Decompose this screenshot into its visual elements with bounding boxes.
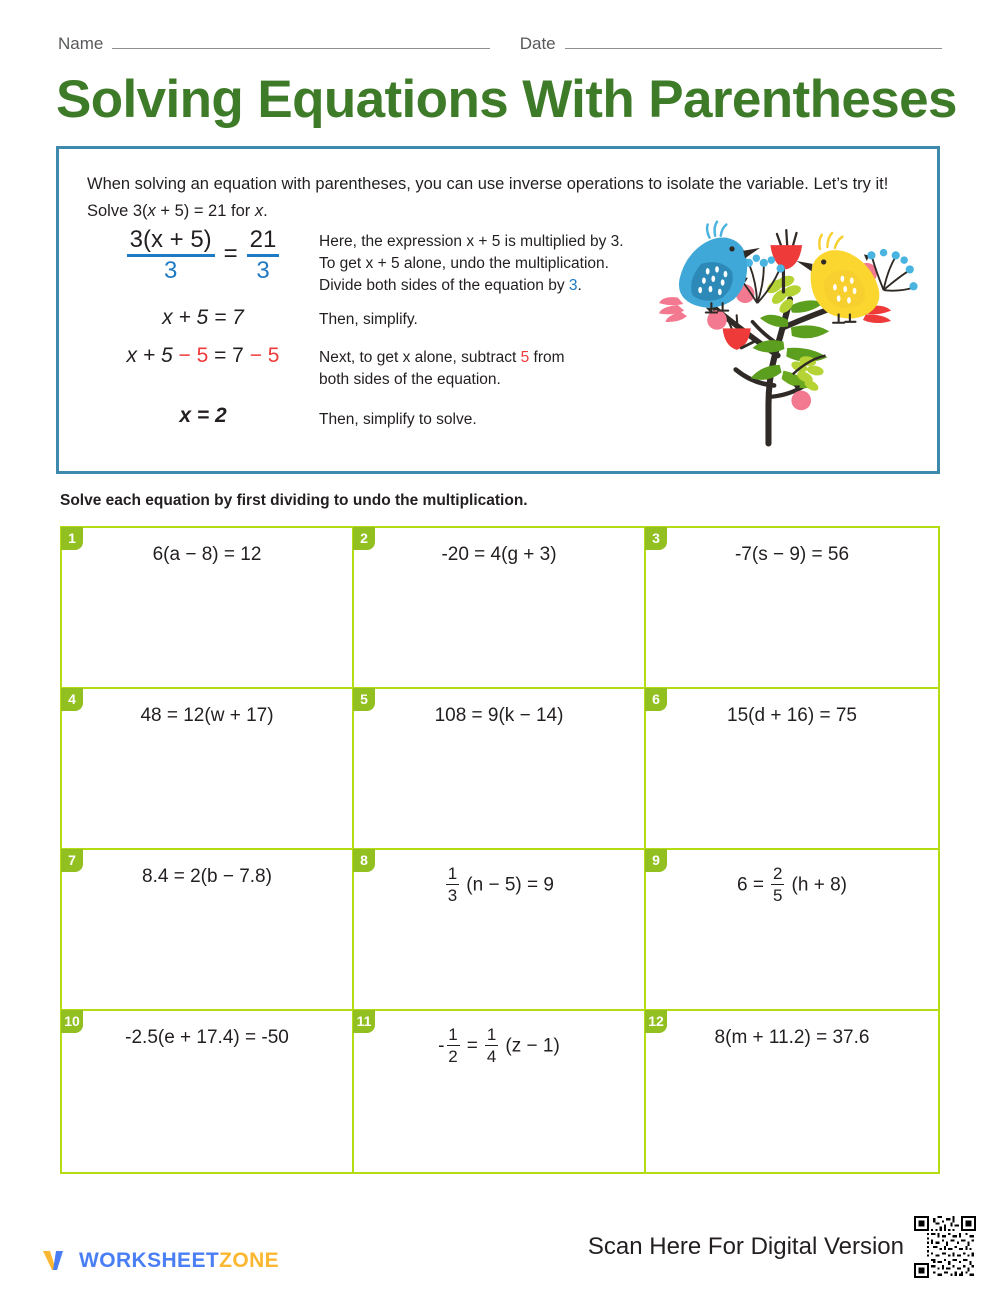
intro-solve-pre: Solve 3( [87,201,148,220]
eq9-numerator: 2 [773,864,783,883]
eq8-fraction-bar [446,884,459,886]
eq11-denominator-2: 4 [486,1046,497,1066]
example-step-2 [87,305,687,331]
step-2-explanation: Then, simplify. [319,311,418,328]
step-3-eq-highlight-2: − 5 [249,344,280,367]
problem-cell-4[interactable] [62,689,354,850]
eq9-pre: 6 = [737,874,770,896]
problem-equation-fraction [354,1027,644,1066]
step-1-text-line-3-end: . [577,277,582,294]
eq9-post: (h + 8) [786,874,847,896]
problem-number-badge: 8 [353,849,375,872]
step-2-equation: x + 5 = 7 [162,306,244,329]
eq11-fraction-2 [485,1026,498,1065]
problem-cell-9[interactable] [646,850,938,1011]
equals-sign-step1: = [223,240,238,268]
intro-var-x2: x [254,201,264,220]
problem-equation-fraction [354,866,644,905]
date-label: Date [519,34,556,53]
eq11-numerator-1: 1 [448,1025,458,1044]
problem-cell-1[interactable] [62,528,354,689]
problem-cell-7[interactable] [62,850,354,1011]
problem-equation: -7(s − 9) = 56 [734,544,850,565]
example-step-3 [87,343,687,391]
problem-equation: -2.5(e + 17.4) = -50 [125,1027,289,1048]
eq11-post: (z − 1) [500,1035,560,1057]
step-3-text-end: from [529,349,565,366]
problem-grid [60,526,940,1174]
problem-number-badge: 3 [645,527,667,550]
eq11-numerator-2: 1 [486,1025,497,1044]
problem-number-badge: 11 [353,1010,375,1033]
eq8-fraction [446,865,459,904]
qr-code-icon[interactable] [914,1216,976,1278]
logo-text-zone: ZONE [219,1249,280,1272]
worksheet-zone-logo[interactable] [40,1246,279,1276]
date-input-line[interactable] [565,47,942,49]
intro-var-x: x [147,201,156,220]
problem-cell-3[interactable] [646,528,938,689]
eq11-fraction-bar-1 [447,1045,460,1047]
step-3-eq-pre: x + 5 [126,344,179,367]
birds-on-branch-illustration [659,211,921,457]
step-4-explanation: Then, simplify to solve. [319,411,477,428]
scan-footer [588,1216,976,1278]
example-step-4 [87,403,687,431]
problem-equation: 8(m + 11.2) = 37.6 [714,1027,870,1048]
fraction-right-denominator: 3 [256,256,270,284]
problem-number-badge: 12 [645,1010,667,1033]
step-3-text-pre: Next, to get x alone, subtract [319,349,521,366]
fraction-left-numerator: 3(x + 5) [129,226,212,253]
eq11-pre: - [438,1035,445,1057]
directions-text: Solve each equation by first dividing to undo the multiplication. [60,492,528,509]
problem-equation: -20 = 4(g + 3) [441,544,557,565]
step-1-text-line-1: Here, the expression x + 5 is multiplied by 3. [319,233,624,250]
problem-cell-10[interactable] [62,1011,354,1172]
page-title: Solving Equations With Parentheses [56,70,957,129]
problem-number-badge: 9 [645,849,667,872]
step-1-text-line-2: To get x + 5 alone, undo the multiplication. [319,255,609,272]
logo-text-worksheet: WORKSHEET [79,1249,220,1272]
step-3-equation [87,343,319,368]
step-1-text-line-3-pre: Divide both sides of the equation by [319,277,569,294]
problem-number-badge: 10 [61,1010,83,1033]
problem-cell-6[interactable] [646,689,938,850]
fraction-right [247,227,280,283]
problem-number-badge: 4 [61,688,83,711]
intro-solve-mid: + 5) = 21 for [155,201,255,220]
eq9-fraction-bar [771,884,784,886]
step-3-eq-highlight-1: − 5 [178,344,209,367]
problem-number-badge: 2 [353,527,375,550]
problem-cell-2[interactable] [354,528,646,689]
eq11-fraction-bar-2 [485,1045,498,1047]
step-3-explanation [319,343,687,391]
problem-equation: 108 = 9(k − 14) [434,705,564,726]
eq11-mid: = [461,1035,484,1057]
example-box [56,146,940,474]
step-3-text-line-2: both sides of the equation. [319,371,501,388]
logo-checkmark-icon [40,1246,70,1276]
intro-solve-end: . [263,201,268,220]
problem-cell-11[interactable] [354,1011,646,1172]
name-date-row [58,34,942,54]
logo-wordmark [79,1249,279,1273]
step-1-equation [87,227,319,283]
eq8-denominator: 3 [447,885,458,905]
problem-number-badge: 5 [353,688,375,711]
problem-cell-12[interactable] [646,1011,938,1172]
step-3-eq-mid: = 7 [208,344,250,367]
intro-line-1: When solving an equation with parentheses, you can use inverse operations to isolate the variable. Let’s try it! [87,175,889,193]
problem-cell-8[interactable] [354,850,646,1011]
step-4-equation: x = 2 [179,404,227,427]
problem-equation: 48 = 12(w + 17) [140,705,274,726]
problem-number-badge: 7 [61,849,83,872]
problem-equation: 15(d + 16) = 75 [727,705,857,726]
problem-equation: 8.4 = 2(b − 7.8) [142,866,272,887]
worked-example-steps [87,227,687,439]
step-1-highlight-3: 3 [568,277,578,294]
eq8-numerator: 1 [447,864,458,883]
name-label: Name [58,34,104,53]
problem-cell-5[interactable] [354,689,646,850]
step-3-text-highlight: 5 [520,349,530,366]
name-input-line[interactable] [112,47,489,49]
eq8-post: (n − 5) = 9 [461,874,554,896]
example-step-1 [87,227,687,297]
problem-equation-fraction [646,866,938,905]
fraction-left-denominator: 3 [163,256,178,284]
eq9-fraction [771,865,784,904]
problem-number-badge: 1 [61,527,83,550]
scan-instruction-text: Scan Here For Digital Version [587,1233,904,1260]
problem-number-badge: 6 [645,688,667,711]
fraction-right-numerator: 21 [249,226,277,253]
eq11-fraction-1 [447,1026,460,1065]
intro-line-2 [87,202,268,220]
blue-bird [659,222,760,322]
step-1-explanation [319,227,687,297]
problem-equation: 6(a − 8) = 12 [152,544,262,565]
eq9-denominator: 5 [773,885,783,905]
fraction-left [127,227,215,283]
eq11-denominator-1: 2 [448,1046,458,1066]
